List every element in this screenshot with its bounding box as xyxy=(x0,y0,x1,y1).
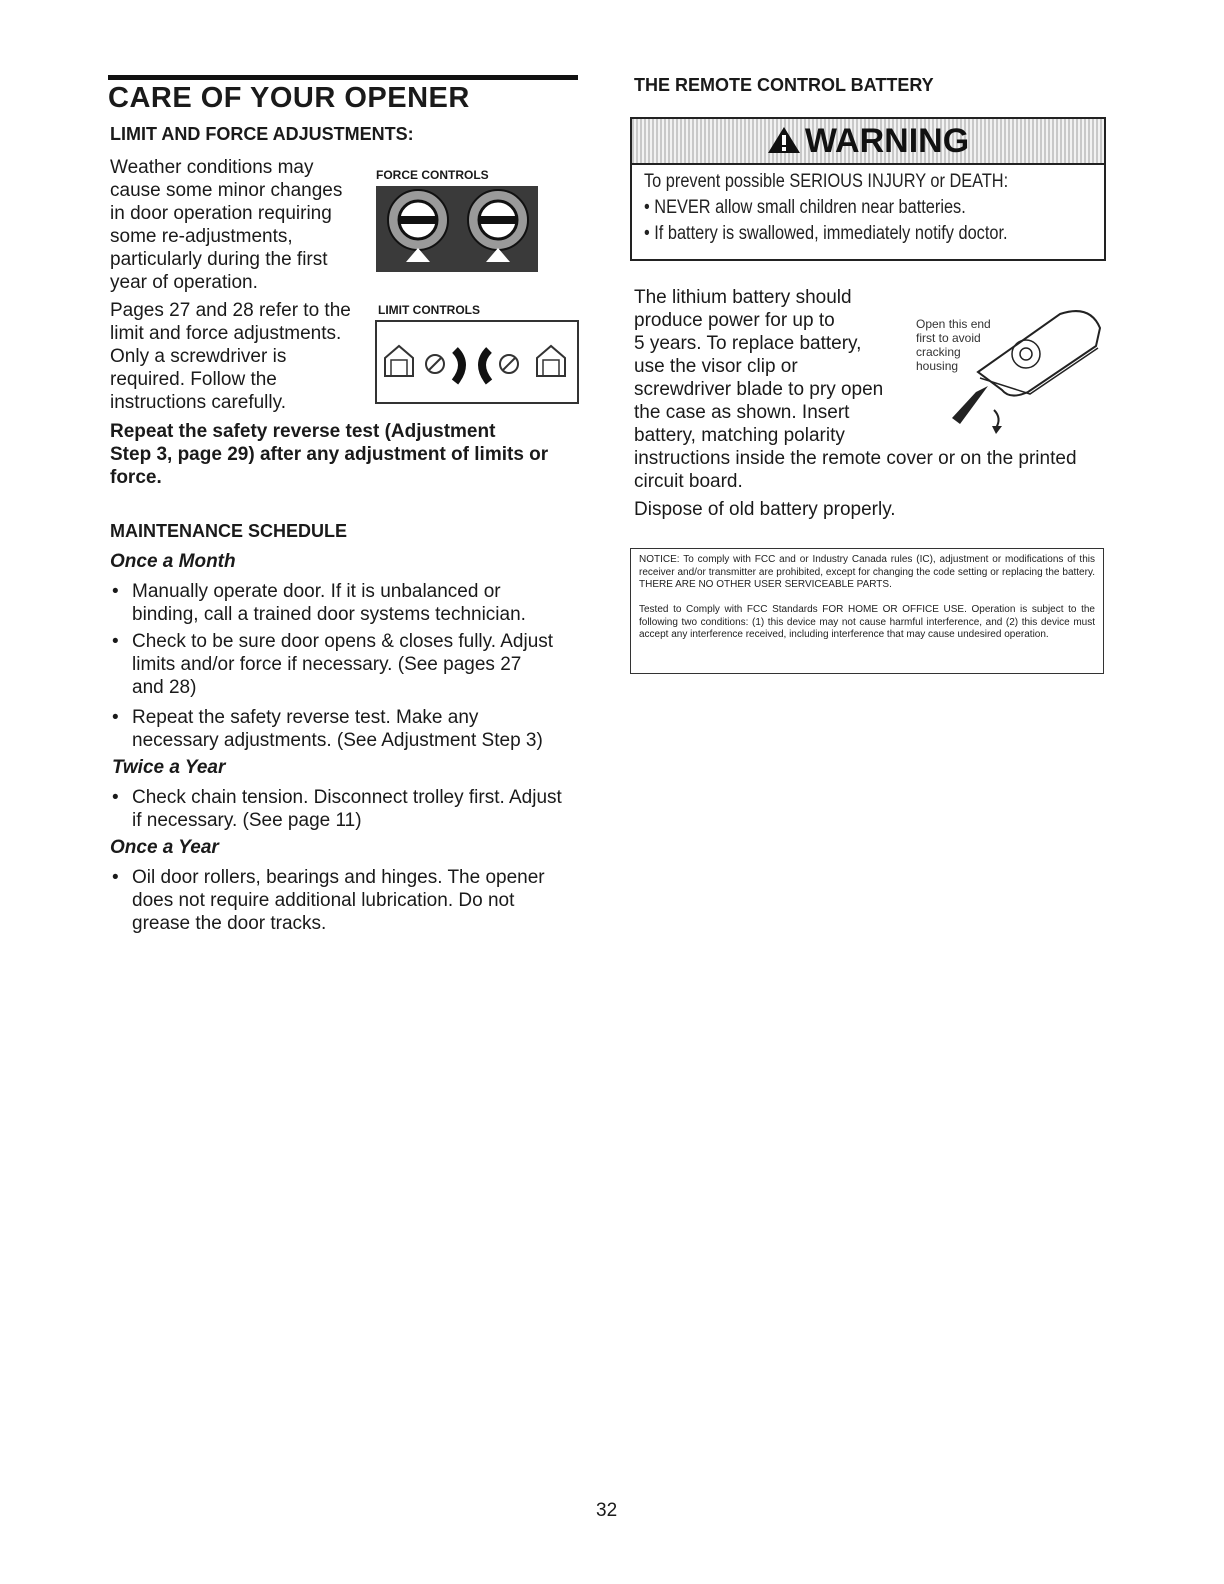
intro-line: in door operation requiring xyxy=(110,203,332,224)
warning-item-text: If battery is swallowed, immediately notify doctor. xyxy=(654,223,1008,244)
pages-line: Only a screwdriver is xyxy=(110,346,287,367)
bullet-line: Oil door rollers, bearings and hinges. The opener xyxy=(132,867,545,888)
once-year-heading: Once a Year xyxy=(110,837,219,858)
intro-line: some re-adjustments, xyxy=(110,226,293,247)
page-number: 32 xyxy=(596,1500,618,1521)
force-dials-graphic xyxy=(376,186,538,272)
battery-line: battery, matching polarity xyxy=(634,425,845,446)
remote-caption-line: Open this end xyxy=(916,317,991,331)
dispose-text: Dispose of old battery properly. xyxy=(634,499,896,520)
remote-caption-line: housing xyxy=(916,359,959,373)
battery-line: produce power for up to xyxy=(634,310,835,331)
battery-line: The lithium battery should xyxy=(634,287,852,308)
limit-screws-graphic xyxy=(377,322,577,402)
battery-line: screwdriver blade to pry open xyxy=(634,379,884,400)
battery-line: 5 years. To replace battery, xyxy=(634,333,862,354)
limit-force-heading: LIMIT AND FORCE ADJUSTMENTS: xyxy=(110,124,414,144)
bullet-line: Repeat the safety reverse test. Make any xyxy=(132,707,479,728)
pages-line: instructions carefully. xyxy=(110,392,286,413)
intro-line: particularly during the first xyxy=(110,249,328,270)
list-item: • Oil door rollers, bearings and hinges. The opener does not require additional lubrication. Do not grease the door tracks. xyxy=(112,867,545,934)
repeat-line: Repeat the safety reverse test (Adjustment xyxy=(110,421,496,442)
pages-line: Pages 27 and 28 refer to the xyxy=(110,300,351,321)
warning-item: • NEVER allow small children near batteries. xyxy=(644,197,966,218)
twice-year-heading: Twice a Year xyxy=(112,757,226,778)
bullet-line: grease the door tracks. xyxy=(132,913,327,934)
repeat-line: force. xyxy=(110,467,162,488)
pages-line: limit and force adjustments. xyxy=(110,323,342,344)
warning-box xyxy=(630,117,1106,261)
list-item: • Manually operate door. If it is unbalanced or binding, call a trained door systems technician. xyxy=(112,581,526,625)
list-item: • Check to be sure door opens & closes fully. Adjust limits and/or force if necessary. (See pages 27 and 28) xyxy=(112,631,554,698)
repeat-safety-note xyxy=(110,420,548,489)
warning-item-text: NEVER allow small children near batteries. xyxy=(654,197,966,218)
pages-line: required. Follow the xyxy=(110,369,277,390)
warning-word: WARNING xyxy=(804,122,970,160)
bullet-line: if necessary. (See page 11) xyxy=(132,810,362,831)
intro-line: Weather conditions may xyxy=(110,157,314,178)
warning-title xyxy=(632,122,1104,161)
bullet-line: binding, call a trained door systems technician. xyxy=(132,604,526,625)
force-controls-caption: FORCE CONTROLS xyxy=(376,168,489,182)
force-controls-illustration xyxy=(376,186,538,272)
limit-controls-caption: LIMIT CONTROLS xyxy=(378,303,480,317)
bullet-line: limits and/or force if necessary. (See pages 27 xyxy=(132,654,522,675)
bullet-line: Manually operate door. If it is unbalanced or xyxy=(132,581,501,602)
battery-line: instructions inside the remote cover or on the printed xyxy=(634,448,1077,469)
once-month-heading: Once a Month xyxy=(110,551,236,572)
fcc-notice-box xyxy=(630,548,1104,674)
list-item: • Repeat the safety reverse test. Make any necessary adjustments. (See Adjustment Step 3) xyxy=(112,707,543,751)
repeat-line: Step 3, page 29) after any adjustment of limits or xyxy=(110,444,549,465)
fcc-notice-paragraph: Tested to Comply with FCC Standards FOR HOME OR OFFICE USE. Operation is subject to the following two conditions: (1) this device may not cause harmful interference, and (2) this device must accept any interference received, including interference that may cause undesired operation. xyxy=(639,604,1095,640)
fcc-notice-paragraph: NOTICE: To comply with FCC and or Industry Canada rules (IC), adjustment or modifications of this receiver and/or transmitter are prohibited, except for changing the code setting or replacing the battery. THERE ARE NO OTHER USER SERVICEABLE PARTS. xyxy=(639,554,1095,590)
battery-line: the case as shown. Insert xyxy=(634,402,850,423)
remote-caption-line: first to avoid xyxy=(916,331,981,345)
remote-illustration xyxy=(910,300,1106,450)
warning-lead: To prevent possible SERIOUS INJURY or DEATH: xyxy=(644,171,1009,192)
battery-line: use the visor clip or xyxy=(634,356,798,377)
warning-item: • If battery is swallowed, immediately notify doctor. xyxy=(644,223,1008,244)
bullet-line: necessary adjustments. (See Adjustment Step 3) xyxy=(132,730,543,751)
intro-line: cause some minor changes xyxy=(110,180,343,201)
bullet-line: does not require additional lubrication. Do not xyxy=(132,890,515,911)
bullet-line: Check to be sure door opens & closes fully. Adjust xyxy=(132,631,554,652)
maintenance-heading: MAINTENANCE SCHEDULE xyxy=(110,521,348,541)
warning-banner xyxy=(632,119,1104,165)
remote-caption-line: cracking xyxy=(916,345,961,359)
intro-line: year of operation. xyxy=(110,272,258,293)
page-title: CARE OF YOUR OPENER xyxy=(108,82,470,114)
battery-line: circuit board. xyxy=(634,471,743,492)
title-rule xyxy=(108,75,578,80)
bullet-line: Check chain tension. Disconnect trolley first. Adjust xyxy=(132,787,562,808)
intro-paragraph xyxy=(110,156,342,294)
limit-controls-illustration xyxy=(375,320,579,404)
bullet-line: and 28) xyxy=(132,677,197,698)
battery-heading: THE REMOTE CONTROL BATTERY xyxy=(634,75,934,95)
list-item: • Check chain tension. Disconnect trolley first. Adjust if necessary. (See page 11) xyxy=(112,787,562,831)
remote-caption xyxy=(916,317,991,373)
pages-paragraph xyxy=(110,299,351,414)
warning-triangle-icon xyxy=(767,125,801,155)
